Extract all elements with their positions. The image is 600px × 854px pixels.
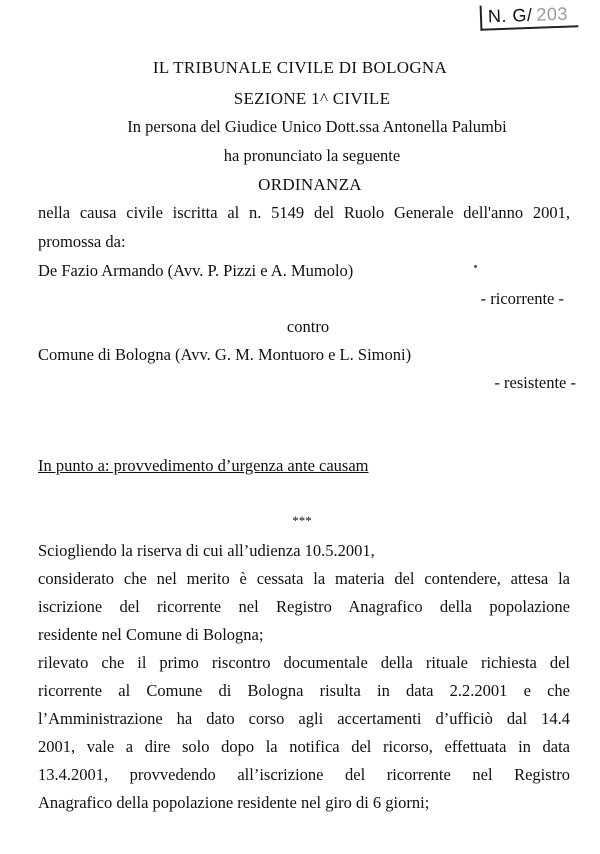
defendant-role: - resistente - xyxy=(494,373,576,392)
scan-speck xyxy=(474,265,477,268)
body-line: ricorrente al Comune di Bologna risulta in data 2.2.2001 e che xyxy=(38,681,570,700)
case-line: nella causa civile iscritta al n. 5149 del Ruolo Generale dell'anno 2001, xyxy=(38,203,570,222)
court-name: IL TRIBUNALE CIVILE DI BOLOGNA xyxy=(152,58,448,77)
body-line: rilevato che il primo riscontro documentale della rituale richiesta del xyxy=(38,653,570,672)
body-line: 13.4.2001, provvedendo all’iscrizione del ricorrente nel Registro xyxy=(38,765,570,784)
body-line: Sciogliendo la riserva di cui all’udienza 10.5.2001, xyxy=(38,541,375,560)
section-separator: *** xyxy=(292,513,312,528)
body-line: iscrizione del ricorrente nel Registro Anagrafico della popolazione xyxy=(38,597,570,616)
stamp-number: 203 xyxy=(536,3,569,25)
judge-line: In persona del Giudice Unico Dott.ssa Antonella Palumbi xyxy=(127,117,507,136)
body-line: residente nel Comune di Bologna; xyxy=(38,625,264,644)
against-label: contro xyxy=(286,317,330,336)
body-line: 2001, vale a dire solo dopo la notifica del ricorso, effettuata in data xyxy=(38,737,570,756)
plaintiff: De Fazio Armando (Avv. P. Pizzi e A. Mumolo) xyxy=(38,261,354,280)
body-line: l’Amministrazione ha dato corso agli accertamenti d’ufficiò dal 14.4 xyxy=(38,709,570,728)
court-section: SEZIONE 1^ CIVILE xyxy=(233,89,391,108)
document-type: ORDINANZA xyxy=(258,175,362,194)
defendant: Comune di Bologna (Avv. G. M. Montuoro e L. Simoni) xyxy=(38,345,412,364)
body-line: considerato che nel merito è cessata la materia del contendere, attesa la xyxy=(38,569,570,588)
stamp-prefix: N. G/ xyxy=(487,4,533,27)
pronounced-line: ha pronunciato la seguente xyxy=(223,146,401,165)
promoted-by: promossa da: xyxy=(38,232,126,251)
subject-line: In punto a: provvedimento d’urgenza ante causam xyxy=(38,456,369,475)
registry-stamp xyxy=(480,2,579,30)
body-line: Anagrafico della popolazione residente nel giro di 6 giorni; xyxy=(38,793,430,812)
plaintiff-role: - ricorrente - xyxy=(480,289,564,308)
